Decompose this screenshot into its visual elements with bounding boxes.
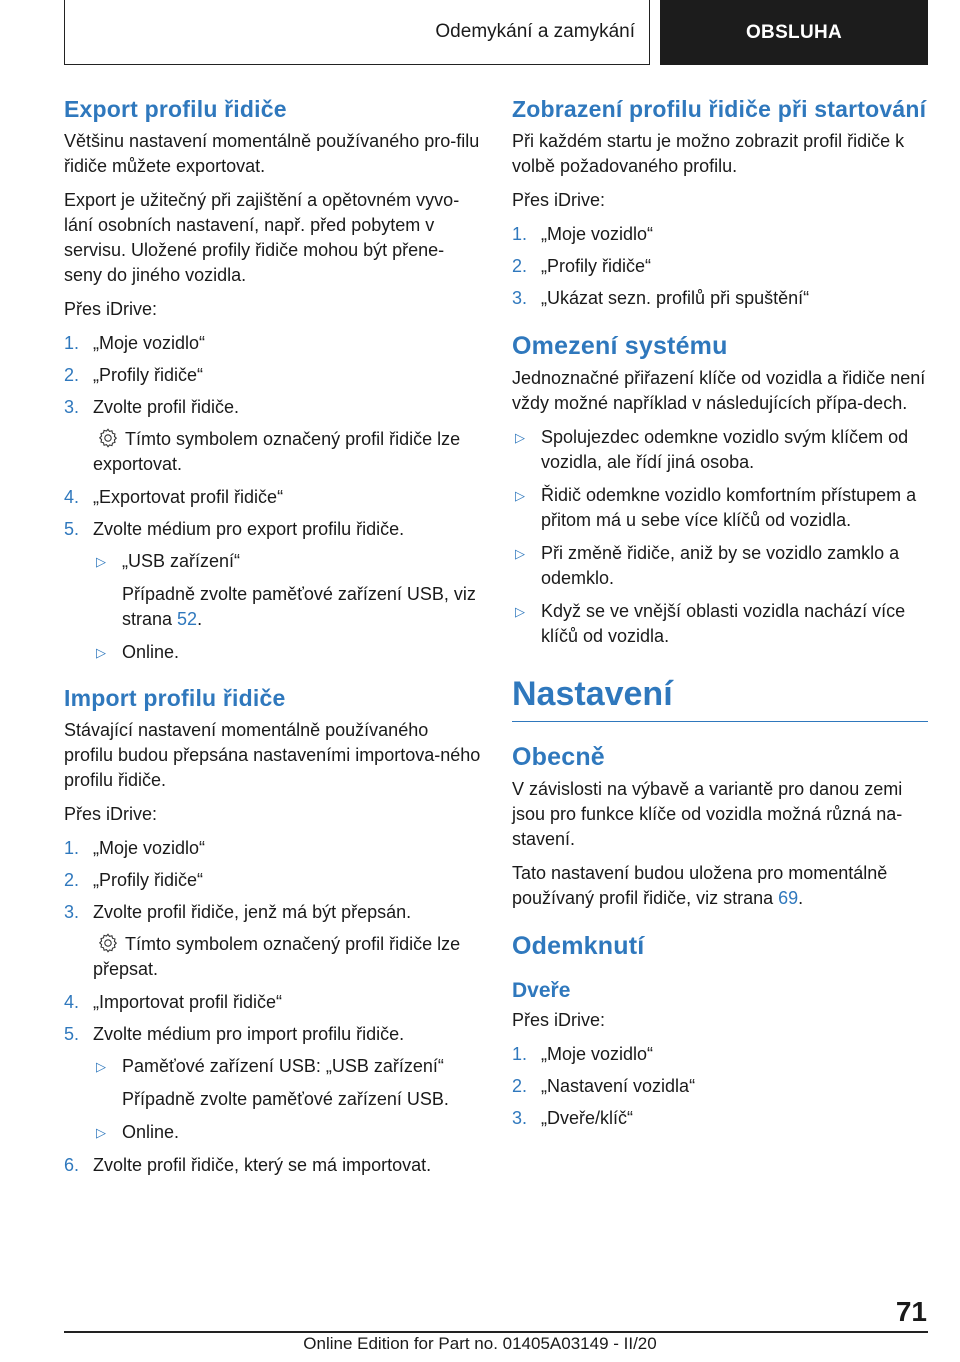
export-steps [64,331,482,665]
bullet-note: Případně zvolte paměťové zařízení USB, viz strana 52. [122,584,476,629]
settings-heading: Nastavení [512,673,928,722]
list-item: 4. „Exportovat profil řidiče“ [64,487,284,507]
bullet-item: ▷ Při změně řidiče, aniž by se vozidlo zamklo a odemklo. [512,541,928,591]
doors-via-idrive: Přes iDrive: [512,1010,606,1030]
page-link[interactable]: 69 [778,888,799,908]
limits-heading: Omezení systému [512,332,728,360]
triangle-right-icon: ▷ [515,430,525,445]
list-item: 2. „Nastavení vozidla“ [512,1076,696,1096]
doors-steps [512,1042,928,1131]
triangle-right-icon: ▷ [96,554,106,569]
triangle-right-icon: ▷ [96,1125,106,1140]
general-paragraph-1: V závislosti na výbavě a variantě pro danou zemi jsou pro funkce klíče od vozidla možná různá na-stavení. [512,779,903,849]
gear-icon [97,427,119,449]
display-heading: Zobrazení profilu řidiče při startování [512,96,927,122]
bullet-item: ▷ Online. [93,1120,482,1145]
section-title: Odemykání a zamykání [64,0,650,65]
page-number: 71 [895,1296,927,1327]
unlock-heading: Odemknutí [512,932,645,960]
list-item: 6. Zvolte profil řidiče, který se má importovat. [64,1155,432,1175]
list-item: 1. „Moje vozidlo“ [64,333,206,353]
import-steps [64,836,482,1178]
display-steps [512,222,928,311]
export-via-idrive: Přes iDrive: [64,299,158,319]
display-paragraph: Při každém startu je možno zobrazit profil řidiče k volbě požadovaného profilu. [512,131,905,176]
display-via-idrive: Přes iDrive: [512,190,606,210]
export-note: Tímto symbolem označený profil řidiče lze exportovat. [93,429,461,474]
doors-heading: Dveře [512,979,571,1002]
list-item: 1. „Moje vozidlo“ [512,224,654,244]
right-column [512,96,928,1139]
general-heading: Obecně [512,743,605,771]
bullet-item: ▷ Paměťové zařízení USB: „USB zařízení“ [93,1054,482,1079]
list-item: 5. Zvolte médium pro import profilu řidiče. [64,1024,405,1044]
list-item: 3. „Ukázat sezn. profilů při spuštění“ [512,288,810,308]
page-header [64,0,928,65]
export-heading: Export profilu řidiče [64,96,287,122]
list-item: 1. „Moje vozidlo“ [512,1044,654,1064]
export-paragraph-1: Většinu nastavení momentálně používaného pro-filu řidiče můžete exportovat. [64,131,480,176]
list-item: 5. Zvolte médium pro export profilu řidiče. [64,519,405,539]
triangle-right-icon: ▷ [515,546,525,561]
triangle-right-icon: ▷ [515,488,525,503]
bullet-item: ▷ Spolujezdec odemkne vozidlo svým klíčem od vozidla, ale řídí jiná osoba. [512,425,928,475]
list-item: 2. „Profily řidiče“ [512,256,652,276]
bullet-note: Případně zvolte paměťové zařízení USB. [122,1089,449,1109]
bullet-item: ▷ „USB zařízení“ [93,549,482,574]
gear-icon [97,932,119,954]
import-via-idrive: Přes iDrive: [64,804,158,824]
general-paragraph-2: Tato nastavení budou uložena pro momentálně používaný profil řidiče, viz strana 69. [512,863,888,908]
triangle-right-icon: ▷ [96,1059,106,1074]
limits-bullets [512,425,928,649]
footer-divider [64,1331,928,1333]
list-item: 4. „Importovat profil řidiče“ [64,992,283,1012]
bullet-item: ▷ Řidič odemkne vozidlo komfortním přístupem a přitom má u sebe více klíčů od vozidla. [512,483,928,533]
import-heading: Import profilu řidiče [64,685,286,711]
page-link[interactable]: 52 [177,609,198,629]
list-item: 3. Zvolte profil řidiče. [64,397,240,417]
list-item: 3. Zvolte profil řidiče, jenž má být přepsán. [64,902,412,922]
list-item: 2. „Profily řidiče“ [64,870,204,890]
import-note: Tímto symbolem označený profil řidiče lze přepsat. [93,934,461,979]
footer-edition: Online Edition for Part no. 01405A03149 - II/20 [303,1334,657,1353]
limits-paragraph: Jednoznačné přiřazení klíče od vozidla a řidiče není vždy možné například v následujících přípa-dech. [512,368,926,413]
list-item: 1. „Moje vozidlo“ [64,838,206,858]
list-item: 3. „Dveře/klíč“ [512,1108,634,1128]
triangle-right-icon: ▷ [96,645,106,660]
chapter-tab: OBSLUHA [660,0,928,65]
bullet-item: ▷ Online. [93,640,482,665]
bullet-item: ▷ Když se ve vnější oblasti vozidla nachází více klíčů od vozidla. [512,599,928,649]
list-item: 2. „Profily řidiče“ [64,365,204,385]
export-paragraph-2: Export je užitečný při zajištění a opětovném vyvo-lání osobních nastavení, např. před pobytem v servisu. Uložené profily řidiče mohou být přene-seny do jiného vozidla. [64,190,460,285]
triangle-right-icon: ▷ [515,604,525,619]
left-column [64,96,482,1186]
import-paragraph-1: Stávající nastavení momentálně používaného profilu budou přepsána nastaveními importova-ného profilu řidiče. [64,720,481,790]
